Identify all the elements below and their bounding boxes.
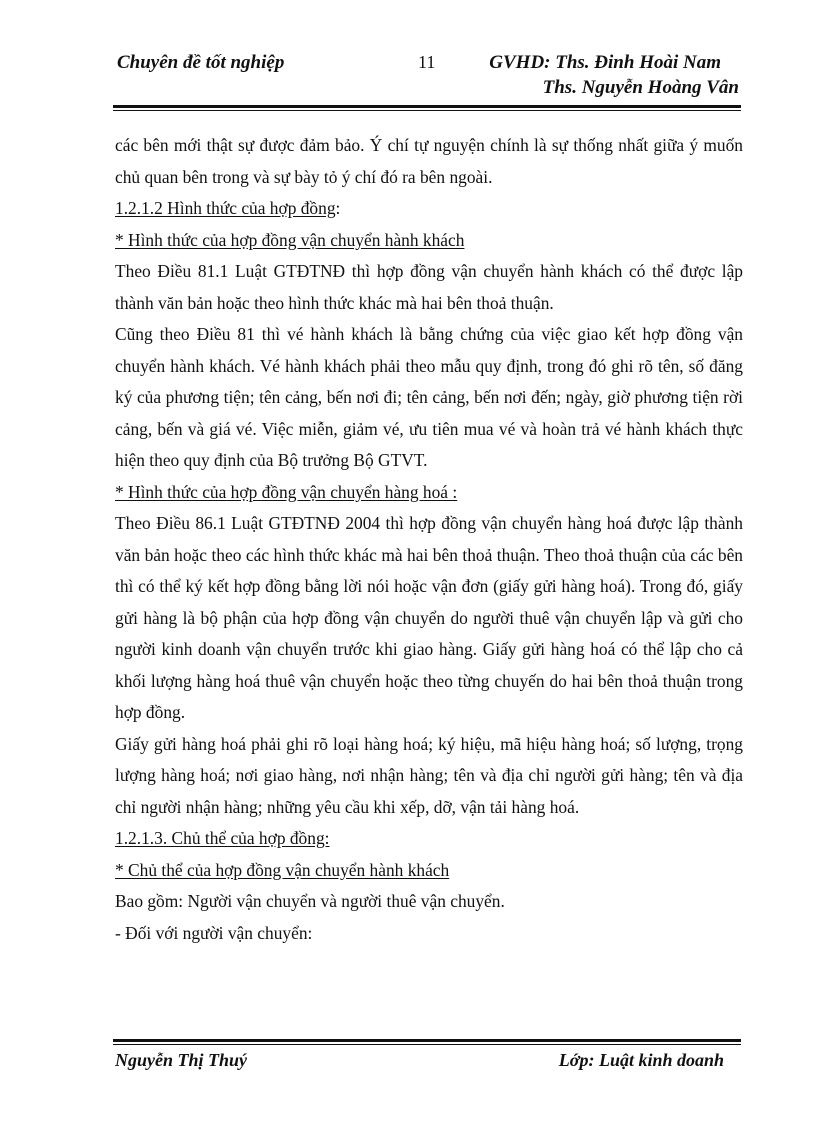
footer-rule-thin <box>113 1044 741 1045</box>
subsection-heading: * Hình thức của hợp đồng vận chuyển hành khách <box>115 229 465 250</box>
page-number: 11 <box>418 52 436 72</box>
footer-author: Nguyễn Thị Thuý <box>115 1050 248 1070</box>
subsection-heading: * Chủ thể của hợp đồng vận chuyển hành khách <box>115 859 450 880</box>
paragraph: Bao gồm: Người vận chuyển và người thuê vận chuyển. <box>115 891 505 911</box>
subsection-heading: * Hình thức của hợp đồng vận chuyển hàng hoá : <box>115 481 458 502</box>
paragraph: Cũng theo Điều 81 thì vé hành khách là bằng chứng của việc giao kết hợp đồng vận chuyển hành khách. Vé hành khách phải theo mẫu quy định, trong đó ghi rõ tên, số đăng ký của phương tiện; tên cảng, bến nơi đi; tên cảng, bến nơi đến; ngày, giờ phương tiện rời cảng, bến và giá vé. Việc miễn, giảm vé, ưu tiên mua vé và hoàn trả vé hành khách thực hiện theo quy định của Bộ trưởng Bộ GTVT. <box>115 324 743 470</box>
header-supervisor-1: GVHD: Ths. Đinh Hoài Nam <box>489 52 721 73</box>
paragraph: Giấy gửi hàng hoá phải ghi rõ loại hàng hoá; ký hiệu, mã hiệu hàng hoá; số lượng, trọng lượng hàng hoá; nơi giao hàng, nơi nhận hàng; tên và địa chỉ người gửi hàng; tên và địa chỉ người nhận hàng; những yêu cầu khi xếp, dỡ, vận tải hàng hoá. <box>115 733 743 817</box>
header-supervisor-2: Ths. Nguyễn Hoàng Vân <box>542 77 739 98</box>
footer-rule-thick <box>113 1039 741 1042</box>
paragraph: các bên mới thật sự được đảm bảo. Ý chí tự nguyện chính là sự thống nhất giữa ý muốn chủ quan bên trong và sự bày tỏ ý chí đó ra bên ngoài. <box>115 135 743 187</box>
header-document-type: Chuyên đề tốt nghiệp <box>117 52 285 73</box>
header-rule-thick <box>113 105 741 108</box>
section-heading: 1.2.1.3. Chủ thể của hợp đồng: <box>115 828 330 848</box>
page-body <box>115 130 743 949</box>
paragraph: Theo Điều 81.1 Luật GTĐTNĐ thì hợp đồng vận chuyển hành khách có thể được lập thành văn bản hoặc theo hình thức khác mà hai bên thoả thuận. <box>115 261 743 313</box>
footer-class: Lớp: Luật kinh doanh <box>558 1050 724 1070</box>
section-heading: 1.2.1.2 Hình thức của hợp đồng: <box>115 198 341 218</box>
header-rule-thin <box>113 110 741 111</box>
paragraph: Theo Điều 86.1 Luật GTĐTNĐ 2004 thì hợp đồng vận chuyển hàng hoá được lập thành văn bản hoặc theo các hình thức khác mà hai bên thoả thuận. Theo thoả thuận của các bên thì có thể ký kết hợp đồng bằng lời nói hoặc vận đơn (giấy gửi hàng hoá). Trong đó, giấy gửi hàng là bộ phận của hợp đồng vận chuyển do người thuê vận chuyển lập và gửi cho người kinh doanh vận chuyển trước khi giao hàng. Giấy gửi hàng hoá có thể lập cho cả khối lượng hàng hoá thuê vận chuyển hoặc theo từng chuyến do hai bên thoả thuận trong hợp đồng. <box>115 513 743 722</box>
paragraph: - Đối với người vận chuyển: <box>115 922 313 943</box>
